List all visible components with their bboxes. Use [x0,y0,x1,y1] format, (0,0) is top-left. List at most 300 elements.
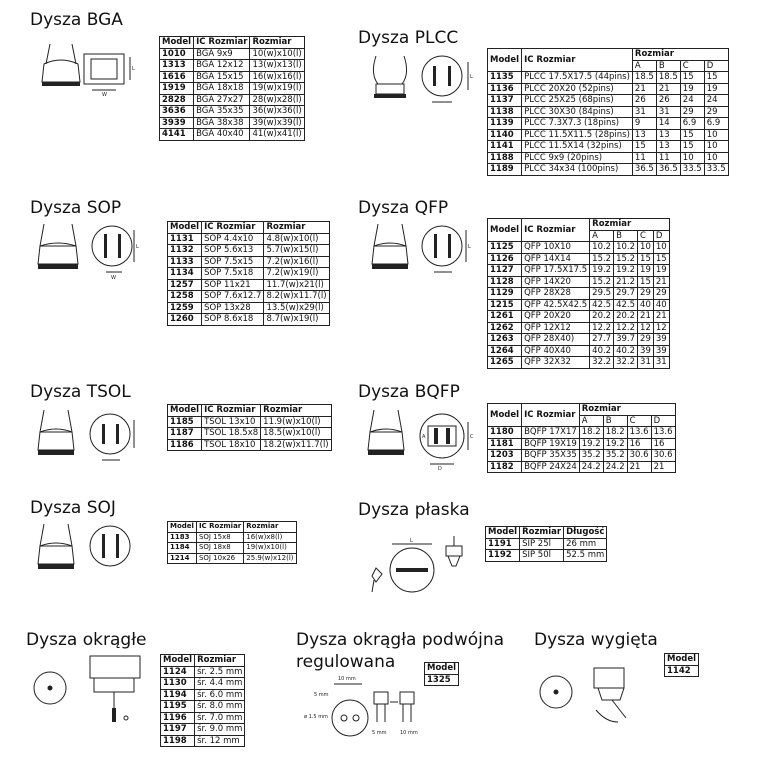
value-cell: BGA 15x15 [194,71,250,83]
column-header: IC Rozmiar [196,522,243,533]
value-cell: 26 [656,95,680,107]
value-cell: śr. 8.0 mm [195,701,245,713]
value-cell: 40 [638,299,654,311]
value-cell: SOJ 10x26 [196,553,243,564]
table-row [161,689,245,701]
table-row [168,314,330,326]
value-cell: 15 [653,253,669,265]
model-cell: 1124 [161,666,195,678]
value-cell: 15 [638,276,654,288]
value-cell: 29.7 [614,288,638,300]
model-cell: 1203 [488,450,522,462]
column-subheader: B [603,415,627,427]
value-cell: 16 [651,438,675,450]
header-row [486,527,607,539]
value-cell: PLCC 20X20 (52pins) [522,83,633,95]
value-cell: 13.5(w)x29(l) [264,302,329,314]
value-cell: 13.6 [627,427,651,439]
qfp-title: Dysza QFP [358,198,449,218]
value-cell: PLCC 17.5X17.5 (44pins) [522,72,633,84]
value-cell: 13 [632,129,656,141]
table-row [488,141,729,153]
table-row [488,450,676,462]
model-cell: 2828 [160,94,194,106]
table-row [168,553,297,564]
table-row [168,302,330,314]
podwojna-dim-left: 5 mm [314,692,329,698]
column-header: Model [168,405,202,417]
value-cell: 10.2 [614,242,638,254]
table-row [488,357,670,369]
value-cell: QFP 14X14 [522,253,590,265]
value-cell: śr. 12 mm [195,735,245,747]
qfp-nozzle-drawing [368,222,478,282]
value-cell: QFP 20X20 [522,311,590,323]
tsol-title: Dysza TSOL [30,382,131,402]
table-row [168,268,330,280]
value-cell: SOP 13x28 [202,302,264,314]
sop-dim-l: L [136,244,139,250]
model-cell: 1265 [488,357,522,369]
model-cell: 1313 [160,60,194,72]
model-cell: 1129 [488,288,522,300]
value-cell: 36(w)x36(l) [250,106,304,118]
value-cell: 40.2 [614,345,638,357]
model-cell: 1192 [486,550,520,562]
bga-table [159,36,305,141]
model-cell: 1198 [161,735,195,747]
value-cell: 32.2 [590,357,614,369]
value-cell: BQFP 17X17 [522,427,580,439]
model-cell: 1215 [488,299,522,311]
model-cell: 1134 [168,268,202,280]
value-cell: 7.2(w)x16(l) [264,256,329,268]
table-row [161,712,245,724]
column-header: Długość [564,527,607,539]
column-subheader: D [651,415,675,427]
table-row [161,666,245,678]
table-row [160,71,305,83]
sop-dim-w: W [111,275,116,281]
value-cell: 12 [653,322,669,334]
table-row [488,427,676,439]
column-subheader: A [632,60,656,72]
value-cell: 31 [656,106,680,118]
value-cell: 19.2 [590,265,614,277]
value-cell: 19.2 [603,438,627,450]
bqfp-title: Dysza BQFP [358,382,460,402]
value-cell: TSOL 13x10 [202,416,261,428]
value-cell: 18.5(w)x10(l) [261,428,331,440]
model-cell: 1137 [488,95,522,107]
table-row [488,299,670,311]
column-header: Model [486,527,520,539]
podwojna-nozzle-drawing [300,674,430,744]
table-row [488,461,676,473]
value-cell: 4.8(w)x10(l) [264,233,329,245]
model-cell: 1191 [486,538,520,550]
table-row [168,279,330,291]
value-cell: PLCC 25X25 (68pins) [522,95,633,107]
value-cell: PLCC 11.5X14 (32pins) [522,141,633,153]
value-cell: 16 [627,438,651,450]
table-row [488,438,676,450]
value-cell: 19(w)x19(l) [250,83,304,95]
model-cell: 1136 [488,83,522,95]
value-cell: 13.6 [651,427,675,439]
value-cell: 19 [680,83,704,95]
value-cell: 26 mm [564,538,607,550]
value-cell: SOJ 18x8 [196,543,243,554]
table-row [488,118,729,130]
value-cell: 10(w)x10(l) [250,48,304,60]
value-cell: 21 [627,461,651,473]
value-cell: 12.2 [590,322,614,334]
model-cell: 1142 [665,665,699,677]
column-subheader: C [680,60,704,72]
podwojna-title-line2: regulowana [296,652,396,672]
soj-nozzle-drawing [34,522,144,582]
table-row [488,334,670,346]
value-cell: 13 [656,141,680,153]
header-row [488,404,676,416]
value-cell: 39 [638,345,654,357]
value-cell: 24 [704,95,728,107]
value-cell: śr. 6.0 mm [195,689,245,701]
model-cell: 1186 [168,439,202,451]
value-cell: 18.2(w)x11.7(l) [261,439,331,451]
podwojna-dim-top: 10 mm [338,676,356,682]
value-cell: 19 [653,265,669,277]
value-cell: 29 [704,106,728,118]
model-cell: 1325 [425,674,459,686]
table-row [168,245,330,257]
model-cell: 1262 [488,322,522,334]
bqfp-nozzle-drawing [364,408,484,470]
value-cell: 33.5 [704,164,728,176]
model-cell: 1919 [160,83,194,95]
plcc-nozzle-drawing [368,54,478,109]
model-cell: 1196 [161,712,195,724]
value-cell: 10 [653,242,669,254]
value-cell: 42.5 [590,299,614,311]
column-header: Rozmiar [195,655,245,667]
value-cell: 21 [638,311,654,323]
value-cell: 25.9(w)x12(l) [244,553,296,564]
model-cell: 1140 [488,129,522,141]
model-cell: 1128 [488,276,522,288]
value-cell: TSOL 18x10 [202,439,261,451]
value-cell: 6.9 [680,118,704,130]
value-cell: 12 [638,322,654,334]
header-row [160,37,305,49]
table-row [488,253,670,265]
value-cell: 8.2(w)x11.7(l) [264,291,329,303]
value-cell: 19 [704,83,728,95]
value-cell: 26 [632,95,656,107]
table-row [160,48,305,60]
value-cell: 28(w)x28(l) [250,94,304,106]
model-cell: 1194 [161,689,195,701]
value-cell: 14 [656,118,680,130]
plaska-dim-l: L [410,538,413,544]
bqfp-dim-d: D [438,466,442,472]
column-subheader: D [653,230,669,242]
bga-dim-w: W [102,92,107,98]
value-cell: 15 [680,141,704,153]
table-row [160,94,305,106]
table-row [488,242,670,254]
column-header: Model [488,219,522,242]
value-cell: 24.2 [579,461,603,473]
bga-nozzle-drawing [34,42,134,102]
value-cell: 20.2 [614,311,638,323]
table-row [488,95,729,107]
value-cell: BGA 40x40 [194,129,250,141]
column-header: Rozmiar [632,49,728,61]
table-row [486,538,607,550]
bqfp-dim-a: A [422,434,426,440]
model-cell: 1135 [488,72,522,84]
value-cell: 40.2 [590,345,614,357]
model-cell: 1185 [168,416,202,428]
qfp-dim-l: L [468,244,471,250]
value-cell: 21.2 [614,276,638,288]
column-header: IC Rozmiar [522,49,633,72]
value-cell: 9 [632,118,656,130]
okragle-table [160,654,245,747]
column-header: Model [160,37,194,49]
column-header: Rozmiar [579,404,675,416]
table-row [160,106,305,118]
model-cell: 1259 [168,302,202,314]
model-cell: 1139 [488,118,522,130]
value-cell: BGA 27x27 [194,94,250,106]
podwojna-dim-b1: 5 mm [372,730,387,736]
value-cell: 18.2 [579,427,603,439]
value-cell: SOP 11x21 [202,279,264,291]
value-cell: 10 [704,129,728,141]
value-cell: 21 [632,83,656,95]
value-cell: PLCC 9x9 (20pins) [522,152,633,164]
value-cell: 15 [638,253,654,265]
value-cell: 10 [638,242,654,254]
column-header: IC Rozmiar [194,37,250,49]
value-cell: 29 [638,288,654,300]
table-row [488,152,729,164]
column-subheader: B [656,60,680,72]
column-subheader: C [627,415,651,427]
plaska-title: Dysza płaska [358,500,470,520]
column-subheader: A [590,230,614,242]
value-cell: śr. 4.4 mm [195,678,245,690]
value-cell: 18.5 [632,72,656,84]
column-subheader: D [704,60,728,72]
table-row [168,532,297,543]
column-header: IC Rozmiar [522,219,590,242]
table-row [168,428,332,440]
value-cell: 15.2 [590,276,614,288]
value-cell: BQFP 24X24 [522,461,580,473]
model-cell: 3636 [160,106,194,118]
column-header: Rozmiar [261,405,331,417]
header-row [168,522,297,533]
value-cell: 10 [704,152,728,164]
model-cell: 1130 [161,678,195,690]
value-cell: 10 [704,141,728,153]
value-cell: BQFP 19X19 [522,438,580,450]
value-cell: 35.2 [603,450,627,462]
value-cell: 18.5 [656,72,680,84]
tsol-table [167,404,332,451]
value-cell: 35.2 [579,450,603,462]
header-row [425,663,459,675]
model-cell: 3939 [160,117,194,129]
value-cell: 15 [680,129,704,141]
value-cell: 40 [653,299,669,311]
value-cell: PLCC 11.5X11.5 (28pins) [522,129,633,141]
plaska-table [485,526,607,562]
value-cell: 30.6 [651,450,675,462]
value-cell: BGA 35x35 [194,106,250,118]
value-cell: PLCC 7.3X7.3 (18pins) [522,118,633,130]
value-cell: 19(w)x10(l) [244,543,296,554]
column-subheader: B [614,230,638,242]
value-cell: 39 [653,345,669,357]
model-cell: 1187 [168,428,202,440]
column-header: Rozmiar [264,222,329,234]
column-subheader: A [579,415,603,427]
value-cell: 21 [653,311,669,323]
value-cell: 7.2(w)x19(l) [264,268,329,280]
value-cell: SOP 7.5x18 [202,268,264,280]
model-cell: 4141 [160,129,194,141]
table-row [488,83,729,95]
value-cell: śr. 9.0 mm [195,724,245,736]
value-cell: 36.5 [656,164,680,176]
header-row [488,49,729,61]
value-cell: 15.2 [614,253,638,265]
model-cell: 1195 [161,701,195,713]
value-cell: 11 [656,152,680,164]
value-cell: 8.7(w)x19(l) [264,314,329,326]
header-row [168,405,332,417]
value-cell: 13(w)x13(l) [250,60,304,72]
column-header: IC Rozmiar [202,405,261,417]
value-cell: 36.5 [632,164,656,176]
table-row [168,233,330,245]
value-cell: 21 [653,276,669,288]
model-cell: 1616 [160,71,194,83]
column-header: Rozmiar [520,527,564,539]
value-cell: 10 [680,152,704,164]
table-row [160,83,305,95]
bga-dim-l: L [132,66,135,72]
model-cell: 1197 [161,724,195,736]
value-cell: 16(w)x8(l) [244,532,296,543]
model-cell: 1126 [488,253,522,265]
soj-title: Dysza SOJ [30,498,116,518]
value-cell: SIP 25l [520,538,564,550]
value-cell: SOP 4.4x10 [202,233,264,245]
column-header: Model [161,655,195,667]
table-row [488,129,729,141]
model-cell: 1133 [168,256,202,268]
value-cell: QFP 12X12 [522,322,590,334]
table-row [161,724,245,736]
model-cell: 1188 [488,152,522,164]
model-cell: 1257 [168,279,202,291]
value-cell: 18.2 [603,427,627,439]
table-row [488,265,670,277]
column-header: Model [488,404,522,427]
column-header: Model [425,663,459,675]
model-cell: 1182 [488,461,522,473]
plaska-nozzle-drawing [362,532,482,597]
model-cell: 1261 [488,311,522,323]
column-header: Model [665,654,699,666]
value-cell: 11 [632,152,656,164]
sop-nozzle-drawing [34,222,144,282]
model-cell: 1263 [488,334,522,346]
value-cell: SIP 50l [520,550,564,562]
podwojna-title-line1: Dysza okrągła podwójna [296,630,505,650]
column-header: Model [168,522,197,533]
sop-title: Dysza SOP [30,198,122,218]
value-cell: 31 [638,357,654,369]
value-cell: PLCC 30X30 (84pins) [522,106,633,118]
value-cell: 11.9(w)x10(l) [261,416,331,428]
table-row [160,117,305,129]
column-subheader: C [638,230,654,242]
table-row [488,276,670,288]
value-cell: 39(w)x39(l) [250,117,304,129]
model-cell: 1184 [168,543,197,554]
value-cell: 29.5 [590,288,614,300]
table-row [161,701,245,713]
model-cell: 1214 [168,553,197,564]
value-cell: SOP 8.6x18 [202,314,264,326]
value-cell: 24 [680,95,704,107]
table-row [486,550,607,562]
value-cell: TSOL 18.5x8 [202,428,261,440]
value-cell: QFP 42.5X42.5 [522,299,590,311]
table-row [488,322,670,334]
bqfp-dim-c: C [470,434,474,440]
model-cell: 1010 [160,48,194,60]
model-cell: 1132 [168,245,202,257]
value-cell: QFP 17.5X17.5 [522,265,590,277]
model-cell: 1264 [488,345,522,357]
header-row [665,654,699,666]
value-cell: 39 [653,334,669,346]
value-cell: BGA 18x18 [194,83,250,95]
value-cell: 10.2 [590,242,614,254]
plcc-title: Dysza PLCC [358,28,459,48]
table-row [168,256,330,268]
value-cell: 15.2 [590,253,614,265]
table-row [161,678,245,690]
value-cell: 15 [680,72,704,84]
model-cell: 1260 [168,314,202,326]
value-cell: 21 [651,461,675,473]
header-row [168,222,330,234]
value-cell: PLCC 34x34 (100pins) [522,164,633,176]
value-cell: 29 [638,334,654,346]
value-cell: QFP 14X20 [522,276,590,288]
okragle-title: Dysza okrągłe [26,630,147,650]
model-cell: 1131 [168,233,202,245]
